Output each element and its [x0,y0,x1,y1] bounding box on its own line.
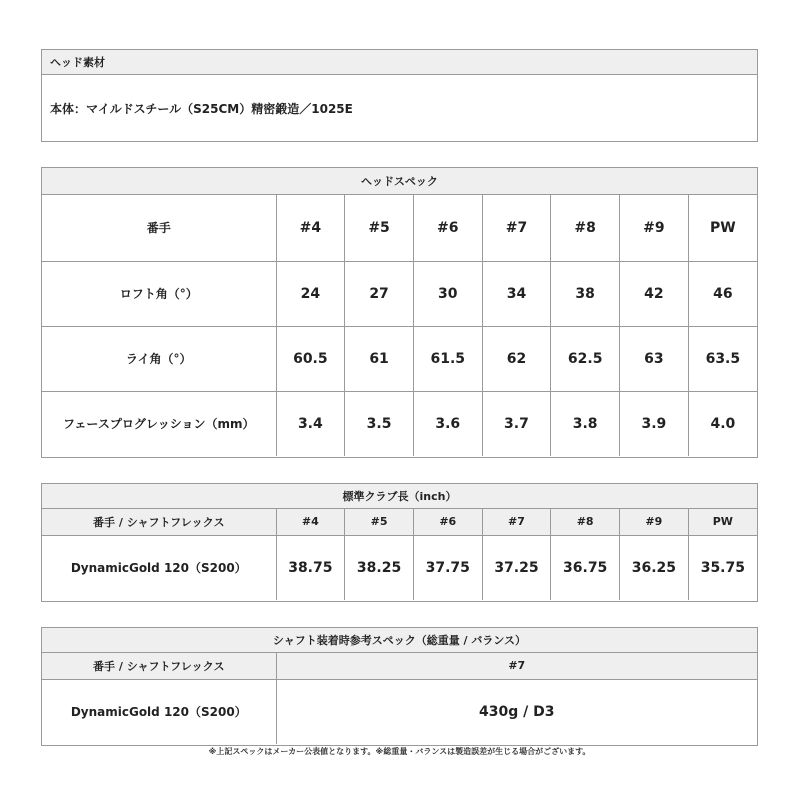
column-header: PW [688,509,757,535]
column-header: #7 [276,653,757,679]
column-header: 番手 / シャフトフレックス [42,653,276,679]
table-cell: 3.8 [551,391,620,456]
column-header: 番手 / シャフトフレックス [42,509,276,535]
footnote: ※上記スペックはメーカー公表値となります。※総重量・バランスは製造誤差が生じる場合がございます。 [208,747,591,756]
shaft-spec-header: シャフト装着時参考スペック（総重量 / バランス） [42,628,757,653]
table-cell: 36.75 [551,535,620,600]
table-cell: 3.7 [482,391,551,456]
table-row [42,195,757,261]
table-cell: 61 [345,326,414,391]
table-cell: 3.4 [276,391,345,456]
table-cell: #6 [413,195,482,261]
row-label: DynamicGold 120（S200） [42,679,276,744]
column-header: #6 [413,509,482,535]
table-cell: 42 [620,261,689,326]
table-cell: 37.25 [482,535,551,600]
table-cell: 30 [413,261,482,326]
table-cell: 3.9 [620,391,689,456]
table-cell: 62.5 [551,326,620,391]
table-cell: #5 [345,195,414,261]
head-material-section [41,49,758,142]
column-header: #8 [551,509,620,535]
table-cell: 4.0 [710,415,736,432]
head-material-body: 本体：マイルドスチール（S25CM）精密鍛造／1025E [50,101,353,116]
shaft-spec-section [41,627,758,746]
table-cell: 37.75 [413,535,482,600]
row-label: ロフト角（°） [42,261,276,326]
table-cell: #9 [620,195,689,261]
table-row [42,326,757,391]
column-header: #7 [482,509,551,535]
shaft-spec-table [42,653,757,744]
table-cell: 34 [482,261,551,326]
row-label: ライ角（°） [42,326,276,391]
table-cell: 63 [620,326,689,391]
club-length-section [41,483,758,602]
club-length-table [42,509,757,600]
table-cell: 36.25 [620,535,689,600]
table-row [42,679,757,744]
column-header: #9 [620,509,689,535]
table-header-row [42,653,757,679]
table-row [42,391,757,456]
row-label: フェースプログレッション（mm） [42,391,276,456]
table-cell: PW [688,195,757,261]
table-cell: #4 [276,195,345,261]
table-cell: 38 [551,261,620,326]
row-label: 番手 [42,195,276,261]
table-header-row [42,509,757,535]
column-header: #4 [276,509,345,535]
club-length-header: 標準クラブ長（inch） [42,484,757,509]
table-row [42,261,757,326]
table-cell: 24 [276,261,345,326]
table-cell: 63.5 [688,326,757,391]
table-cell: #8 [551,195,620,261]
table-cell: 3.5 [345,391,414,456]
table-cell: 27 [345,261,414,326]
table-cell: 35.75 [700,559,745,576]
table-cell: 46 [688,261,757,326]
table-cell: 430g / D3 [479,703,555,720]
table-cell: 3.6 [413,391,482,456]
row-label: DynamicGold 120（S200） [42,535,276,600]
table-cell: 61.5 [413,326,482,391]
table-cell: 60.5 [276,326,345,391]
head-spec-table [42,195,757,456]
table-row [42,535,757,600]
column-header: #5 [345,509,414,535]
head-spec-header: ヘッドスペック [42,168,757,195]
table-cell: 62 [482,326,551,391]
table-cell: 38.25 [345,535,414,600]
head-material-header: ヘッド素材 [42,50,757,75]
head-spec-section [41,167,758,458]
table-cell: #7 [482,195,551,261]
table-cell: 38.75 [276,535,345,600]
